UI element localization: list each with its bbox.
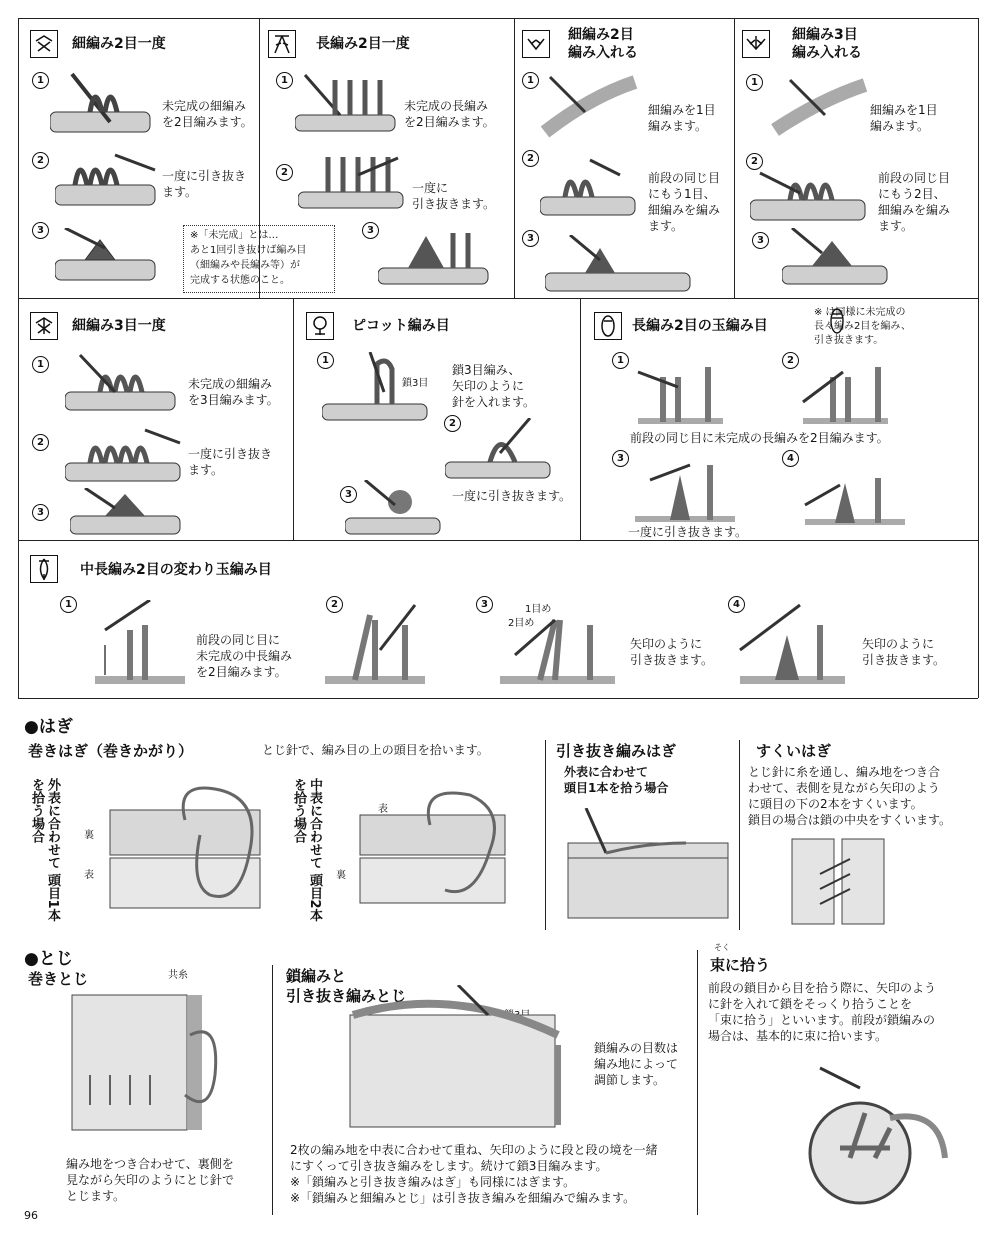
kusari-toji-title: 鎖編みと 引き抜き編みとじ	[286, 967, 407, 1005]
step-number: 1	[612, 352, 629, 369]
sc2tog-symbol-icon	[30, 30, 58, 58]
unfinished-note-text: ※「未完成」とは… あと1回引き抜けば編み目 （細編みや長編み等）が 完成する状態のこと。	[190, 230, 307, 286]
hdc2-illustration-1	[90, 600, 190, 685]
step-number: 3	[32, 222, 49, 239]
dc2-bobble-note-2: 一度に引き抜きます。	[628, 525, 748, 539]
sc2tog-note-1: 未完成の細編み を2目編みます。	[162, 99, 253, 129]
dc2tog-note-1: 未完成の長編み を2目編みます。	[404, 99, 495, 129]
picot-illustration-1	[322, 352, 432, 424]
label-ura: 裏	[84, 830, 94, 841]
picot-symbol-icon	[306, 312, 334, 340]
makihagi-title: 巻きはぎ（巻きかがり）	[28, 742, 194, 760]
step-number: 3	[476, 596, 493, 613]
makitoji-illustration	[70, 985, 240, 1135]
sc3tog-note-1: 未完成の細編み を3目編みます。	[188, 377, 279, 407]
sc3tog-illustration-3	[70, 488, 185, 538]
sc3inc-illustration-2	[750, 158, 870, 228]
sc3inc-note-2: 前段の同じ目 にもう2目、 細編みを編み ます。	[878, 171, 951, 233]
kusari-toji-note-2: ※「鎖編みと細編みとじ」は引き抜き編みを細編みで編みます。	[290, 1191, 636, 1205]
step-number: 3	[32, 504, 49, 521]
sc2tog-note-2: 一度に引き抜き ます。	[162, 169, 247, 199]
hdc2-illustration-3	[495, 600, 620, 685]
dc2tog-illustration-1	[295, 70, 400, 135]
picot-illustration-3	[345, 480, 445, 538]
kusari-toji-note-1: ※「鎖編みと引き抜き編みはぎ」も同様にはぎます。	[290, 1175, 576, 1189]
sc3tog-symbol-icon	[30, 312, 58, 340]
makihagi-right-case: 中表に合わせて 頭目2本を拾う場合	[291, 778, 322, 922]
makitoji-title: 巻きとじ	[28, 970, 89, 988]
sc2inc-title: 細編み2目 編み入れる	[568, 27, 638, 61]
dc2-bobble-symbol-icon	[594, 312, 622, 340]
label-omote: 表	[84, 870, 94, 881]
step-number: 3	[612, 450, 629, 467]
kusari-toji-illustration	[348, 985, 583, 1135]
sc2inc-note-2: 前段の同じ目 にもう1目、 細編みを編み ます。	[648, 171, 721, 233]
sc3tog-illustration-2	[65, 425, 185, 485]
hdc2-bobble-note-2: 矢印のように 引き抜きます。	[630, 637, 714, 667]
step-number: 2	[522, 150, 539, 167]
step-number: 2	[276, 164, 293, 181]
hikinuki-hagi-title: 引き抜き編みはぎ	[556, 742, 677, 760]
dc2-bobble-illustration-4	[800, 465, 910, 525]
picot-illustration-2	[445, 418, 555, 480]
hikinuki-hagi-illustration	[566, 808, 736, 926]
sc3tog-title: 細編み3目一度	[72, 318, 166, 334]
makitoji-desc: 編み地をつき合わせて、裏側を 見ながら矢印のようにとじ針で とじます。	[66, 1157, 235, 1203]
hikinuki-hagi-desc: 外表に合わせて 頭目1本を拾う場合	[564, 765, 669, 795]
dc2-bobble-illustration-2	[798, 352, 898, 424]
sc3tog-illustration-1	[65, 350, 180, 415]
picot-chain-label: 鎖3目	[402, 378, 429, 389]
sc2tog-illustration-1	[50, 72, 155, 137]
step-number: 1	[522, 72, 539, 89]
dc2tog-title: 長編み2目一度	[316, 36, 410, 52]
taba-title: 束に拾う	[710, 956, 771, 974]
sc2inc-symbol-icon	[522, 30, 550, 58]
dc2-bobble-note-1: 前段の同じ目に未完成の長編みを2目編みます。	[630, 431, 889, 445]
makitoji-yarn-label: 共糸	[168, 970, 188, 981]
step-number: 3	[522, 230, 539, 247]
dc2tog-symbol-icon	[268, 30, 296, 58]
step-number: 2	[746, 153, 763, 170]
step-number: 1	[60, 596, 77, 613]
sc2inc-illustration-2	[540, 155, 640, 225]
sc2inc-note-1: 細編みを1目 編みます。	[648, 103, 716, 133]
step-number: 4	[782, 450, 799, 467]
step-number: 1	[32, 72, 49, 89]
sukui-hagi-title: すくいはぎ	[756, 742, 832, 760]
label-ura: 裏	[336, 870, 346, 881]
makihagi-desc: とじ針で、編み目の上の頭目を拾います。	[262, 743, 489, 757]
dc2-bobble-illustration-1	[628, 352, 728, 424]
step-number: 1	[276, 72, 293, 89]
dc2tog-note-2: 一度に 引き抜きます。	[412, 181, 496, 211]
hdc2-illustration-2	[320, 600, 430, 685]
makihagi-illustration-1	[100, 780, 275, 920]
taba-ruby: そく	[714, 943, 730, 952]
sc3inc-illustration-1	[770, 75, 870, 140]
sukui-hagi-illustration	[790, 834, 890, 929]
step-number: 1	[317, 352, 334, 369]
sc2tog-illustration-3	[55, 228, 160, 288]
picot-note-2: 一度に引き抜きます。	[452, 489, 572, 503]
taba-illustration	[790, 1058, 955, 1213]
hdc2-label-second: 2目め	[508, 618, 535, 629]
picot-note-1: 鎖3目編み、 矢印のように 針を入れます。	[452, 363, 536, 409]
sukui-hagi-desc: とじ針に糸を通し、編み地をつき合 わせて、表側を見ながら矢印のよう に頭目の下の2本をすくいます。 鎖目の場合は鎖の中央をすくいます。	[748, 765, 952, 827]
step-number: 4	[728, 596, 745, 613]
sc3tog-note-2: 一度に引き抜き ます。	[188, 447, 273, 477]
dc2-bobble-side-note: ※ は同様に未完成の 長々編み2目を編み、 引き抜きます。	[814, 307, 911, 346]
step-number: 3	[752, 232, 769, 249]
sc2inc-illustration-3	[545, 235, 695, 295]
step-number: 2	[782, 352, 799, 369]
dc2-bobble-title: 長編み2目の玉編み目	[632, 318, 768, 334]
hdc2-bobble-title: 中長編み2目の変わり玉編み目	[80, 562, 272, 578]
step-number: 1	[746, 74, 763, 91]
dc2tog-illustration-2	[298, 150, 408, 210]
step-number: 3	[340, 486, 357, 503]
sc3inc-illustration-3	[782, 228, 892, 290]
makihagi-illustration-2	[350, 790, 520, 915]
dc2-bobble-illustration-3	[630, 450, 740, 522]
hdc2-bobble-note-1: 前段の同じ目に 未完成の中長編み を2目編みます。	[196, 633, 293, 679]
sc3inc-note-1: 細編みを1目 編みます。	[870, 103, 938, 133]
hagi-heading: ●はぎ	[24, 717, 73, 737]
taba-desc: 前段の鎖目から目を拾う際に、矢印のよう に針を入れて鎖をそっくり拾うことを 「束に拾う」といいます。前段が鎖編みの 場合は、基本的に束に拾います。	[708, 981, 937, 1043]
page-number: 96	[24, 1209, 38, 1222]
sc2inc-illustration-1	[540, 72, 640, 142]
dc2tog-illustration-3	[378, 228, 493, 288]
picot-title: ピコット編み目	[352, 318, 450, 334]
kusari-toji-desc: 2枚の編み地を中表に合わせて重ね、矢印のように段と段の境を一緒 にすくって引き抜き編みをします。続けて鎖3目編みます。	[290, 1143, 658, 1173]
step-number: 2	[444, 415, 461, 432]
sc2tog-illustration-2	[55, 150, 160, 210]
step-number: 1	[32, 356, 49, 373]
sc2tog-title: 細編み2目一度	[72, 36, 166, 52]
label-omote: 表	[378, 804, 388, 815]
step-number: 2	[32, 152, 49, 169]
step-number: 2	[32, 434, 49, 451]
sc3inc-title: 細編み3目 編み入れる	[792, 27, 862, 61]
step-number: 2	[326, 596, 343, 613]
makihagi-left-case: 外表に合わせて 頭目1本を拾う場合	[29, 778, 60, 922]
kusari-toji-side-desc: 鎖編みの目数は 編み地によって 調節します。	[594, 1041, 679, 1087]
sc3inc-symbol-icon	[742, 30, 770, 58]
hdc2-bobble-symbol-icon	[30, 555, 58, 583]
hdc2-bobble-note-3: 矢印のように 引き抜きます。	[862, 637, 946, 667]
step-number: 3	[362, 222, 379, 239]
hdc2-label-first: 1目め	[525, 604, 552, 615]
hdc2-illustration-4	[735, 600, 850, 685]
toji-heading: ●とじ	[24, 949, 73, 969]
